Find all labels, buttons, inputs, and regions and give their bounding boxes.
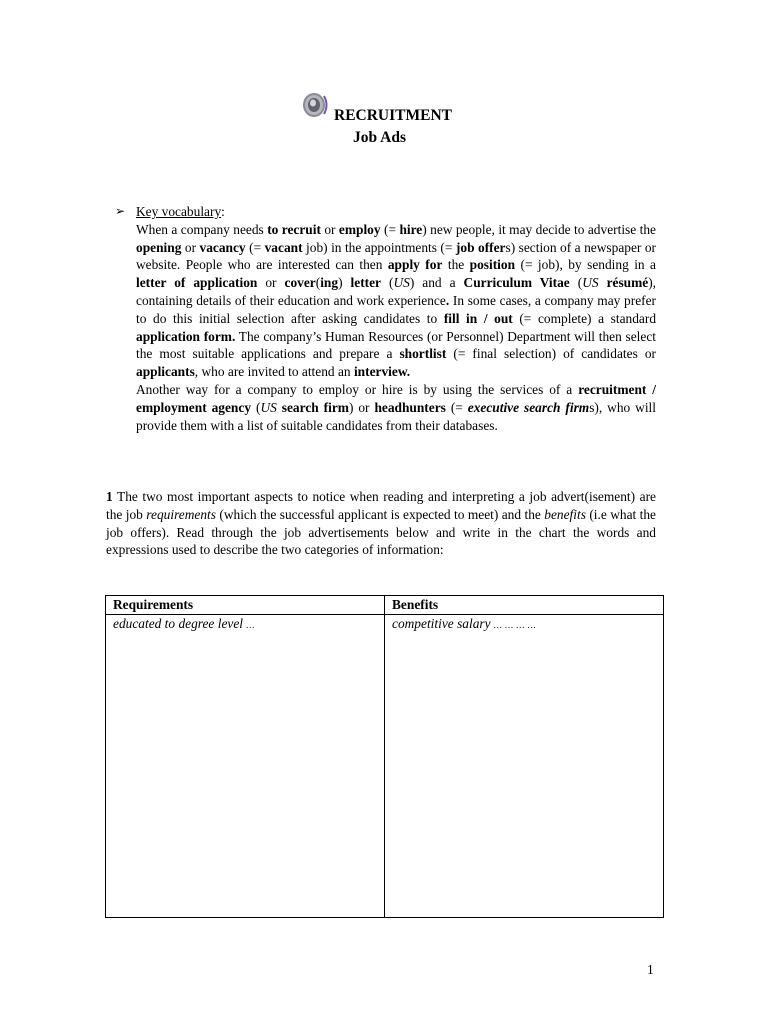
page-number: 1 bbox=[647, 962, 654, 977]
requirements-example: educated to degree level bbox=[113, 616, 243, 631]
requirements-dots: … bbox=[246, 620, 255, 630]
benefits-cell[interactable] bbox=[385, 615, 664, 918]
benefits-header: Benefits bbox=[385, 596, 664, 615]
exercise-instructions: 1 The two most important aspects to notice when reading and interpreting a job advert(isement) are the job requirements (which the successful applicant is expected to meet) and the benefits (i.e what the job offers). Read through the job advertisements below and write in the chart the words and expressions used to describe the two categories of information: bbox=[106, 489, 656, 558]
vocabulary-paragraph-2: Another way for a company to employ or hire is by using the services of a recruitment / employment agency (US search firm) or headhunters (= executive search firms), who will provide them with a list of suitable candidates from their databases. bbox=[136, 381, 657, 433]
vocabulary-paragraph-1: When a company needs to recruit or employ (= hire) new people, it may decide to advertise the opening or vacancy (= vacant job) in the appointments (= job offers) section of a newspaper or website. People who are interested can then apply for the position (= job), by sending in a letter of application or cover(ing) letter (US) and a Curriculum Vitae (US résumé), containing details of their education and work experience. In some cases, a company may prefer to do this initial selection after asking candidates to fill in / out (= complete) a standard application form. The company’s Human Resources (or Personnel) Department will then select the most suitable applications and prepare a shortlist (= final selection) of candidates or applicants, who are invited to attend an interview. bbox=[136, 221, 657, 380]
arrow-bullet-icon: ➢ bbox=[115, 204, 126, 218]
requirements-cell[interactable] bbox=[106, 615, 385, 918]
benefits-dots: … … … … bbox=[493, 620, 537, 630]
requirements-benefits-chart bbox=[105, 595, 664, 918]
page-title: RECRUITMENT bbox=[334, 107, 452, 124]
requirements-header: Requirements bbox=[106, 596, 385, 615]
vocabulary-heading: Key vocabulary: bbox=[136, 204, 225, 219]
title-block bbox=[300, 90, 520, 150]
exercise-1 bbox=[106, 488, 656, 559]
speaker-icon bbox=[300, 90, 330, 120]
benefits-example: competitive salary bbox=[392, 616, 491, 631]
vocabulary-body bbox=[136, 221, 656, 435]
page-subtitle: Job Ads bbox=[353, 129, 406, 146]
